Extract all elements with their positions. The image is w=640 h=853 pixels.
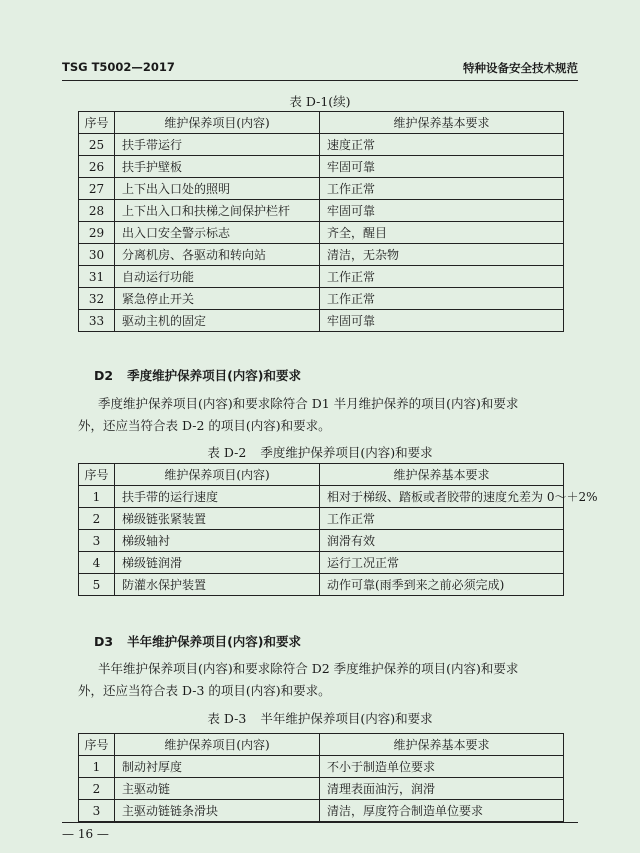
row-item-cell: 扶手带的运行速度	[115, 486, 320, 508]
row-seq-cell: 5	[79, 574, 115, 596]
paragraph-line: 季度维护保养项目(内容)和要求除符合 D1 半月维护保养的项目(内容)和要求	[98, 396, 519, 411]
row-requirement-cell: 齐全，醒目	[320, 222, 564, 244]
table2-caption-title: 季度维护保养项目(内容)和要求	[260, 445, 433, 460]
row-requirement-cell: 工作正常	[320, 508, 564, 530]
row-seq-cell: 31	[79, 266, 115, 288]
row-item-cell: 分离机房、各驱动和转向站	[115, 244, 320, 266]
row-seq-cell: 3	[79, 800, 115, 822]
row-requirement-cell: 不小于制造单位要求	[320, 756, 564, 778]
table-row	[79, 244, 564, 266]
table2-caption	[0, 443, 640, 461]
table-row	[79, 800, 564, 822]
page-number: — 16 —	[62, 827, 109, 841]
row-seq-cell: 29	[79, 222, 115, 244]
table-row	[79, 508, 564, 530]
document-code: TSG T5002—2017	[62, 60, 175, 74]
section-d3-heading	[94, 632, 301, 650]
row-seq-cell: 28	[79, 200, 115, 222]
row-requirement-cell: 牢固可靠	[320, 310, 564, 332]
row-requirement-cell: 工作正常	[320, 266, 564, 288]
table-row	[79, 156, 564, 178]
row-seq-cell: 32	[79, 288, 115, 310]
row-requirement-cell: 速度正常	[320, 134, 564, 156]
section-d2-title: 季度维护保养项目(内容)和要求	[127, 368, 302, 383]
section-d2-number: D2	[94, 368, 114, 383]
document-series: 特种设备安全技术规范	[463, 61, 578, 75]
row-requirement-cell: 相对于梯级、踏板或者胶带的速度允差为 0～＋2%	[320, 486, 564, 508]
table3-caption-number: 表 D-3	[207, 711, 247, 726]
section-d3-paragraph	[78, 658, 564, 702]
column-header-item: 维护保养项目(内容)	[115, 464, 320, 486]
row-seq-cell: 33	[79, 310, 115, 332]
row-seq-cell: 3	[79, 530, 115, 552]
column-header-seq: 序号	[79, 734, 115, 756]
row-item-cell: 扶手带运行	[115, 134, 320, 156]
column-header-requirement: 维护保养基本要求	[320, 464, 564, 486]
table-row	[79, 552, 564, 574]
row-seq-cell: 27	[79, 178, 115, 200]
row-seq-cell: 26	[79, 156, 115, 178]
table-row	[79, 178, 564, 200]
row-seq-cell: 1	[79, 756, 115, 778]
row-seq-cell: 1	[79, 486, 115, 508]
row-requirement-cell: 清理表面油污，润滑	[320, 778, 564, 800]
row-item-cell: 梯级轴衬	[115, 530, 320, 552]
column-header-requirement: 维护保养基本要求	[320, 734, 564, 756]
row-item-cell: 防灌水保护装置	[115, 574, 320, 596]
table-row	[79, 134, 564, 156]
table-d3	[78, 733, 564, 822]
row-requirement-cell: 清洁，无杂物	[320, 244, 564, 266]
row-item-cell: 驱动主机的固定	[115, 310, 320, 332]
table1-caption: 表 D-1(续)	[289, 94, 351, 109]
section-d2-paragraph	[78, 393, 564, 437]
table-row	[79, 222, 564, 244]
table-row	[79, 200, 564, 222]
paragraph-line: 半年维护保养项目(内容)和要求除符合 D2 季度维护保养的项目(内容)和要求	[98, 661, 519, 676]
table-header-row	[79, 112, 564, 134]
row-seq-cell: 30	[79, 244, 115, 266]
paragraph-line: 外，还应当符合表 D-3 的项目(内容)和要求。	[78, 683, 331, 698]
row-requirement-cell: 清洁，厚度符合制造单位要求	[320, 800, 564, 822]
row-seq-cell: 25	[79, 134, 115, 156]
table-row	[79, 778, 564, 800]
table3-caption-title: 半年维护保养项目(内容)和要求	[260, 711, 433, 726]
column-header-item: 维护保养项目(内容)	[115, 734, 320, 756]
row-item-cell: 出入口安全警示标志	[115, 222, 320, 244]
row-item-cell: 主驱动链	[115, 778, 320, 800]
page-header	[62, 60, 578, 81]
row-requirement-cell: 牢固可靠	[320, 156, 564, 178]
table-header-row	[79, 734, 564, 756]
row-requirement-cell: 运行工况正常	[320, 552, 564, 574]
row-requirement-cell: 润滑有效	[320, 530, 564, 552]
row-item-cell: 扶手护壁板	[115, 156, 320, 178]
column-header-requirement: 维护保养基本要求	[320, 112, 564, 134]
section-d3-number: D3	[94, 634, 114, 649]
row-seq-cell: 2	[79, 778, 115, 800]
table-header-row	[79, 464, 564, 486]
section-d2-heading	[94, 366, 301, 384]
table-row	[79, 486, 564, 508]
column-header-seq: 序号	[79, 464, 115, 486]
table-d1	[78, 111, 564, 332]
table-row	[79, 756, 564, 778]
table-d2	[78, 463, 598, 596]
section-d3-title: 半年维护保养项目(内容)和要求	[127, 634, 302, 649]
row-requirement-cell: 牢固可靠	[320, 200, 564, 222]
table-row	[79, 530, 564, 552]
table3-caption	[0, 709, 640, 727]
row-item-cell: 上下出入口和扶梯之间保护栏杆	[115, 200, 320, 222]
table2-caption-number: 表 D-2	[207, 445, 247, 460]
row-seq-cell: 2	[79, 508, 115, 530]
table-row	[79, 288, 564, 310]
column-header-item: 维护保养项目(内容)	[115, 112, 320, 134]
row-item-cell: 主驱动链链条滑块	[115, 800, 320, 822]
row-requirement-cell: 动作可靠(雨季到来之前必须完成)	[320, 574, 564, 596]
row-item-cell: 梯级链张紧装置	[115, 508, 320, 530]
row-item-cell: 制动衬厚度	[115, 756, 320, 778]
table-row	[79, 266, 564, 288]
row-requirement-cell: 工作正常	[320, 288, 564, 310]
row-seq-cell: 4	[79, 552, 115, 574]
table-row	[79, 310, 564, 332]
row-item-cell: 梯级链润滑	[115, 552, 320, 574]
row-requirement-cell: 工作正常	[320, 178, 564, 200]
paragraph-line: 外，还应当符合表 D-2 的项目(内容)和要求。	[78, 418, 331, 433]
row-item-cell: 自动运行功能	[115, 266, 320, 288]
column-header-seq: 序号	[79, 112, 115, 134]
row-item-cell: 紧急停止开关	[115, 288, 320, 310]
page-footer	[62, 822, 578, 841]
row-item-cell: 上下出入口处的照明	[115, 178, 320, 200]
table-row	[79, 574, 564, 596]
